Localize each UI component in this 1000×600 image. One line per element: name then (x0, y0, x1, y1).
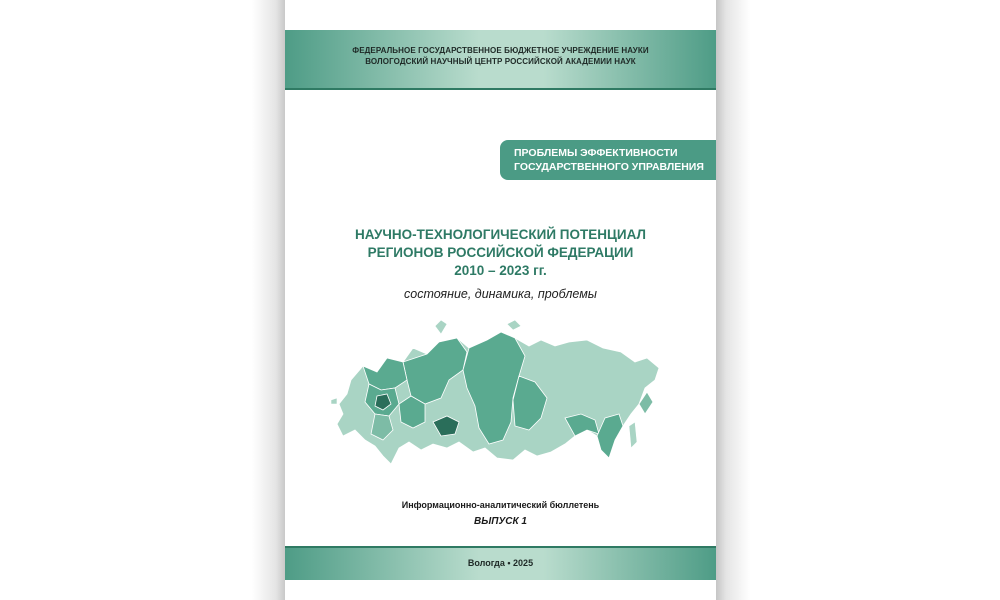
title-line-2: РЕГИОНОВ РОССИЙСКОЙ ФЕДЕРАЦИИ (367, 245, 634, 260)
series-title (514, 146, 714, 174)
bulletin-type: Информационно-аналитический бюллетень (401, 500, 600, 510)
page-shadow-right (716, 0, 750, 600)
series-line-1: ПРОБЛЕМЫ ЭФФЕКТИВНОСТИ (514, 147, 678, 159)
organization-name (285, 45, 716, 67)
map-island-novaya-zemlya (435, 320, 447, 334)
book-title (285, 226, 716, 280)
map-island-severnaya (507, 320, 521, 330)
page-shadow-left (252, 0, 286, 600)
title-line-1: НАУЧНО-ТЕХНОЛОГИЧЕСКИЙ ПОТЕНЦИАЛ (355, 227, 646, 242)
series-line-2: ГОСУДАРСТВЕННОГО УПРАВЛЕНИЯ (514, 161, 704, 173)
book-subtitle: состояние, динамика, проблемы (404, 287, 597, 301)
map-exclave-kaliningrad (331, 398, 337, 404)
russia-regions-map-icon (329, 318, 681, 473)
city-year: Вологда • 2025 (467, 558, 534, 568)
org-line-2: ВОЛОГОДСКИЙ НАУЧНЫЙ ЦЕНТР РОССИЙСКОЙ АКАДЕМИИ НАУК (365, 57, 636, 66)
title-years: 2010 – 2023 гг. (454, 263, 547, 278)
book-cover (285, 0, 716, 600)
issue-number: ВЫПУСК 1 (474, 516, 527, 527)
org-line-1: ФЕДЕРАЛЬНОЕ ГОСУДАРСТВЕННОЕ БЮДЖЕТНОЕ УЧРЕЖДЕНИЕ НАУКИ (352, 46, 649, 55)
header-divider (285, 88, 716, 90)
map-island-sakhalin (629, 422, 637, 448)
